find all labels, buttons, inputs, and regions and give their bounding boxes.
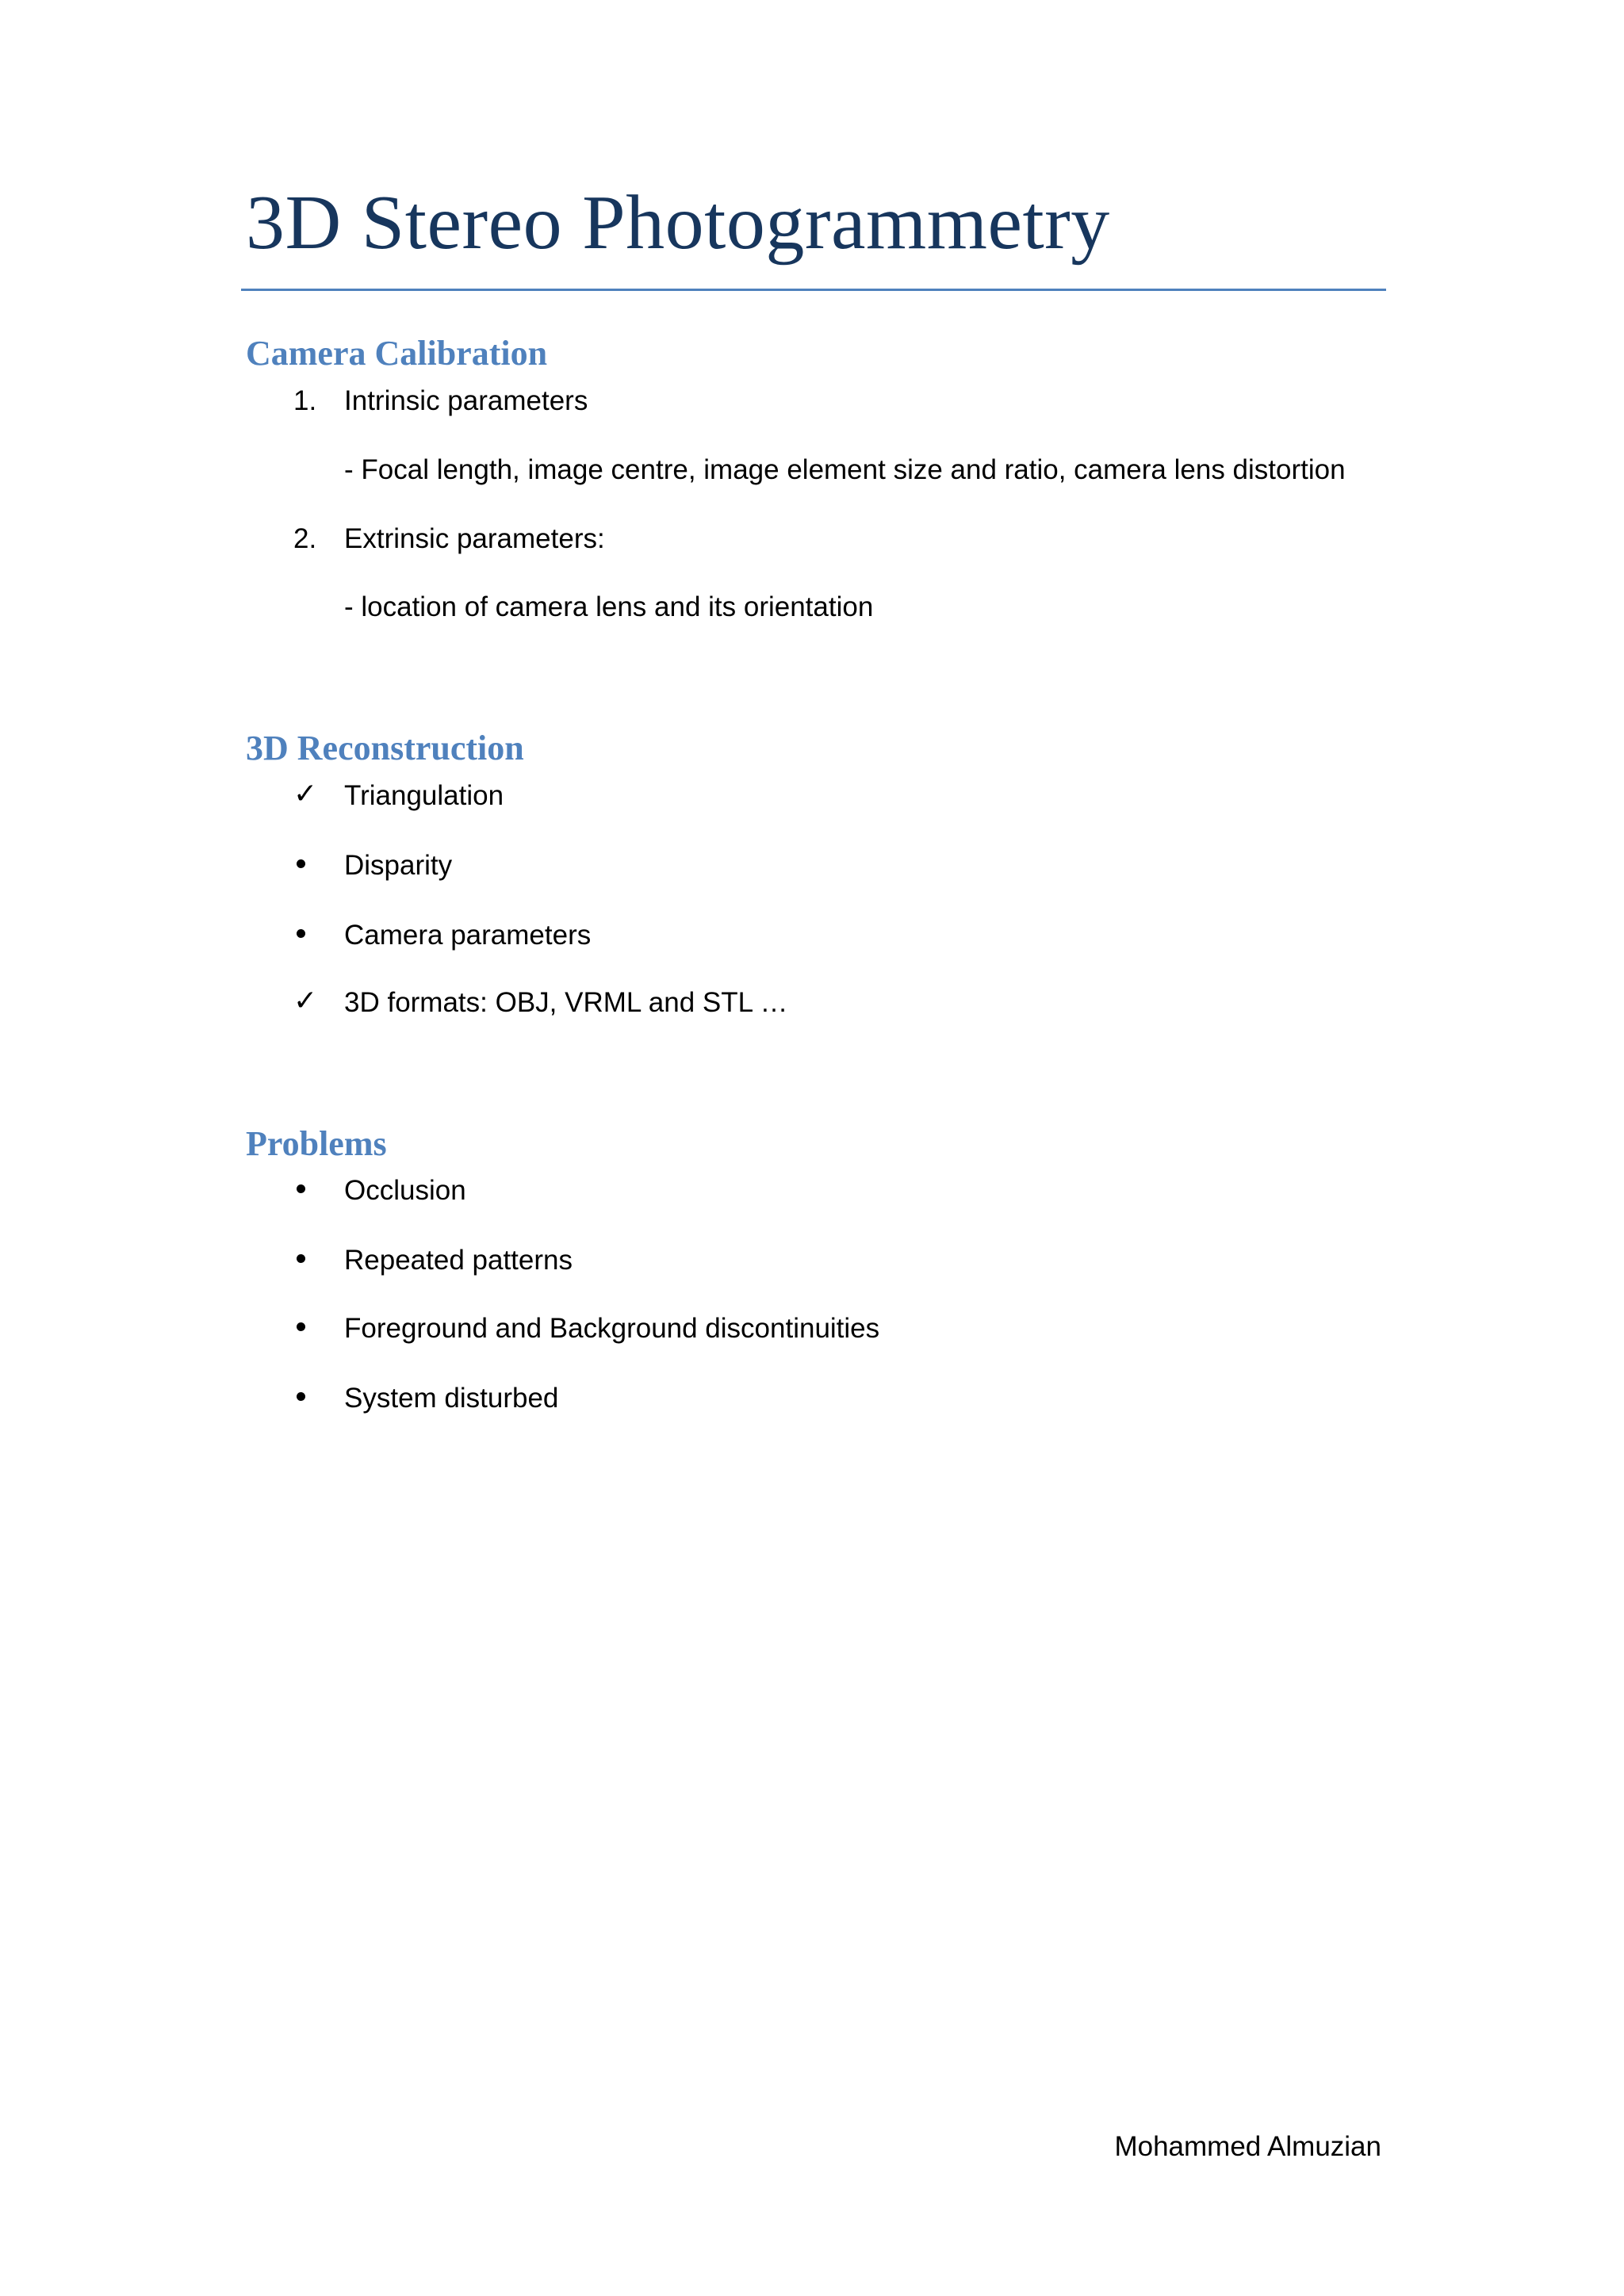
list-item: Occlusion [344, 1175, 466, 1206]
bullet-icon [297, 929, 305, 938]
page-title: 3D Stereo Photogrammetry [246, 180, 1110, 266]
list-item: Foreground and Background discontinuities [344, 1313, 880, 1344]
list-item-detail: - Focal length, image centre, image element size and ratio, camera lens distortion [344, 454, 1346, 485]
list-item: Repeated patterns [344, 1245, 573, 1276]
bullet-icon [297, 1392, 305, 1401]
section-heading-3d-reconstruction: 3D Reconstruction [246, 729, 524, 767]
section-heading-problems: Problems [246, 1124, 387, 1163]
list-item: Extrinsic parameters: [344, 523, 605, 554]
bullet-icon [297, 1254, 305, 1263]
list-item: Intrinsic parameters [344, 385, 588, 416]
bullet-icon [297, 1184, 305, 1193]
bullet-icon [297, 1322, 305, 1331]
bullet-icon [297, 859, 305, 868]
check-icon: ✓ [293, 778, 318, 810]
list-marker-number: 2. [293, 523, 317, 554]
list-item: Triangulation [344, 780, 504, 811]
list-item: Disparity [344, 850, 453, 881]
list-item: 3D formats: OBJ, VRML and STL … [344, 987, 788, 1018]
author-name: Mohammed Almuzian [1114, 2131, 1381, 2162]
section-heading-camera-calibration: Camera Calibration [246, 334, 548, 373]
list-item-detail: - location of camera lens and its orientation [344, 591, 874, 622]
check-icon: ✓ [293, 985, 318, 1017]
list-item: System disturbed [344, 1383, 559, 1414]
list-marker-number: 1. [293, 385, 317, 416]
title-underline [241, 289, 1386, 291]
list-item: Camera parameters [344, 920, 592, 951]
